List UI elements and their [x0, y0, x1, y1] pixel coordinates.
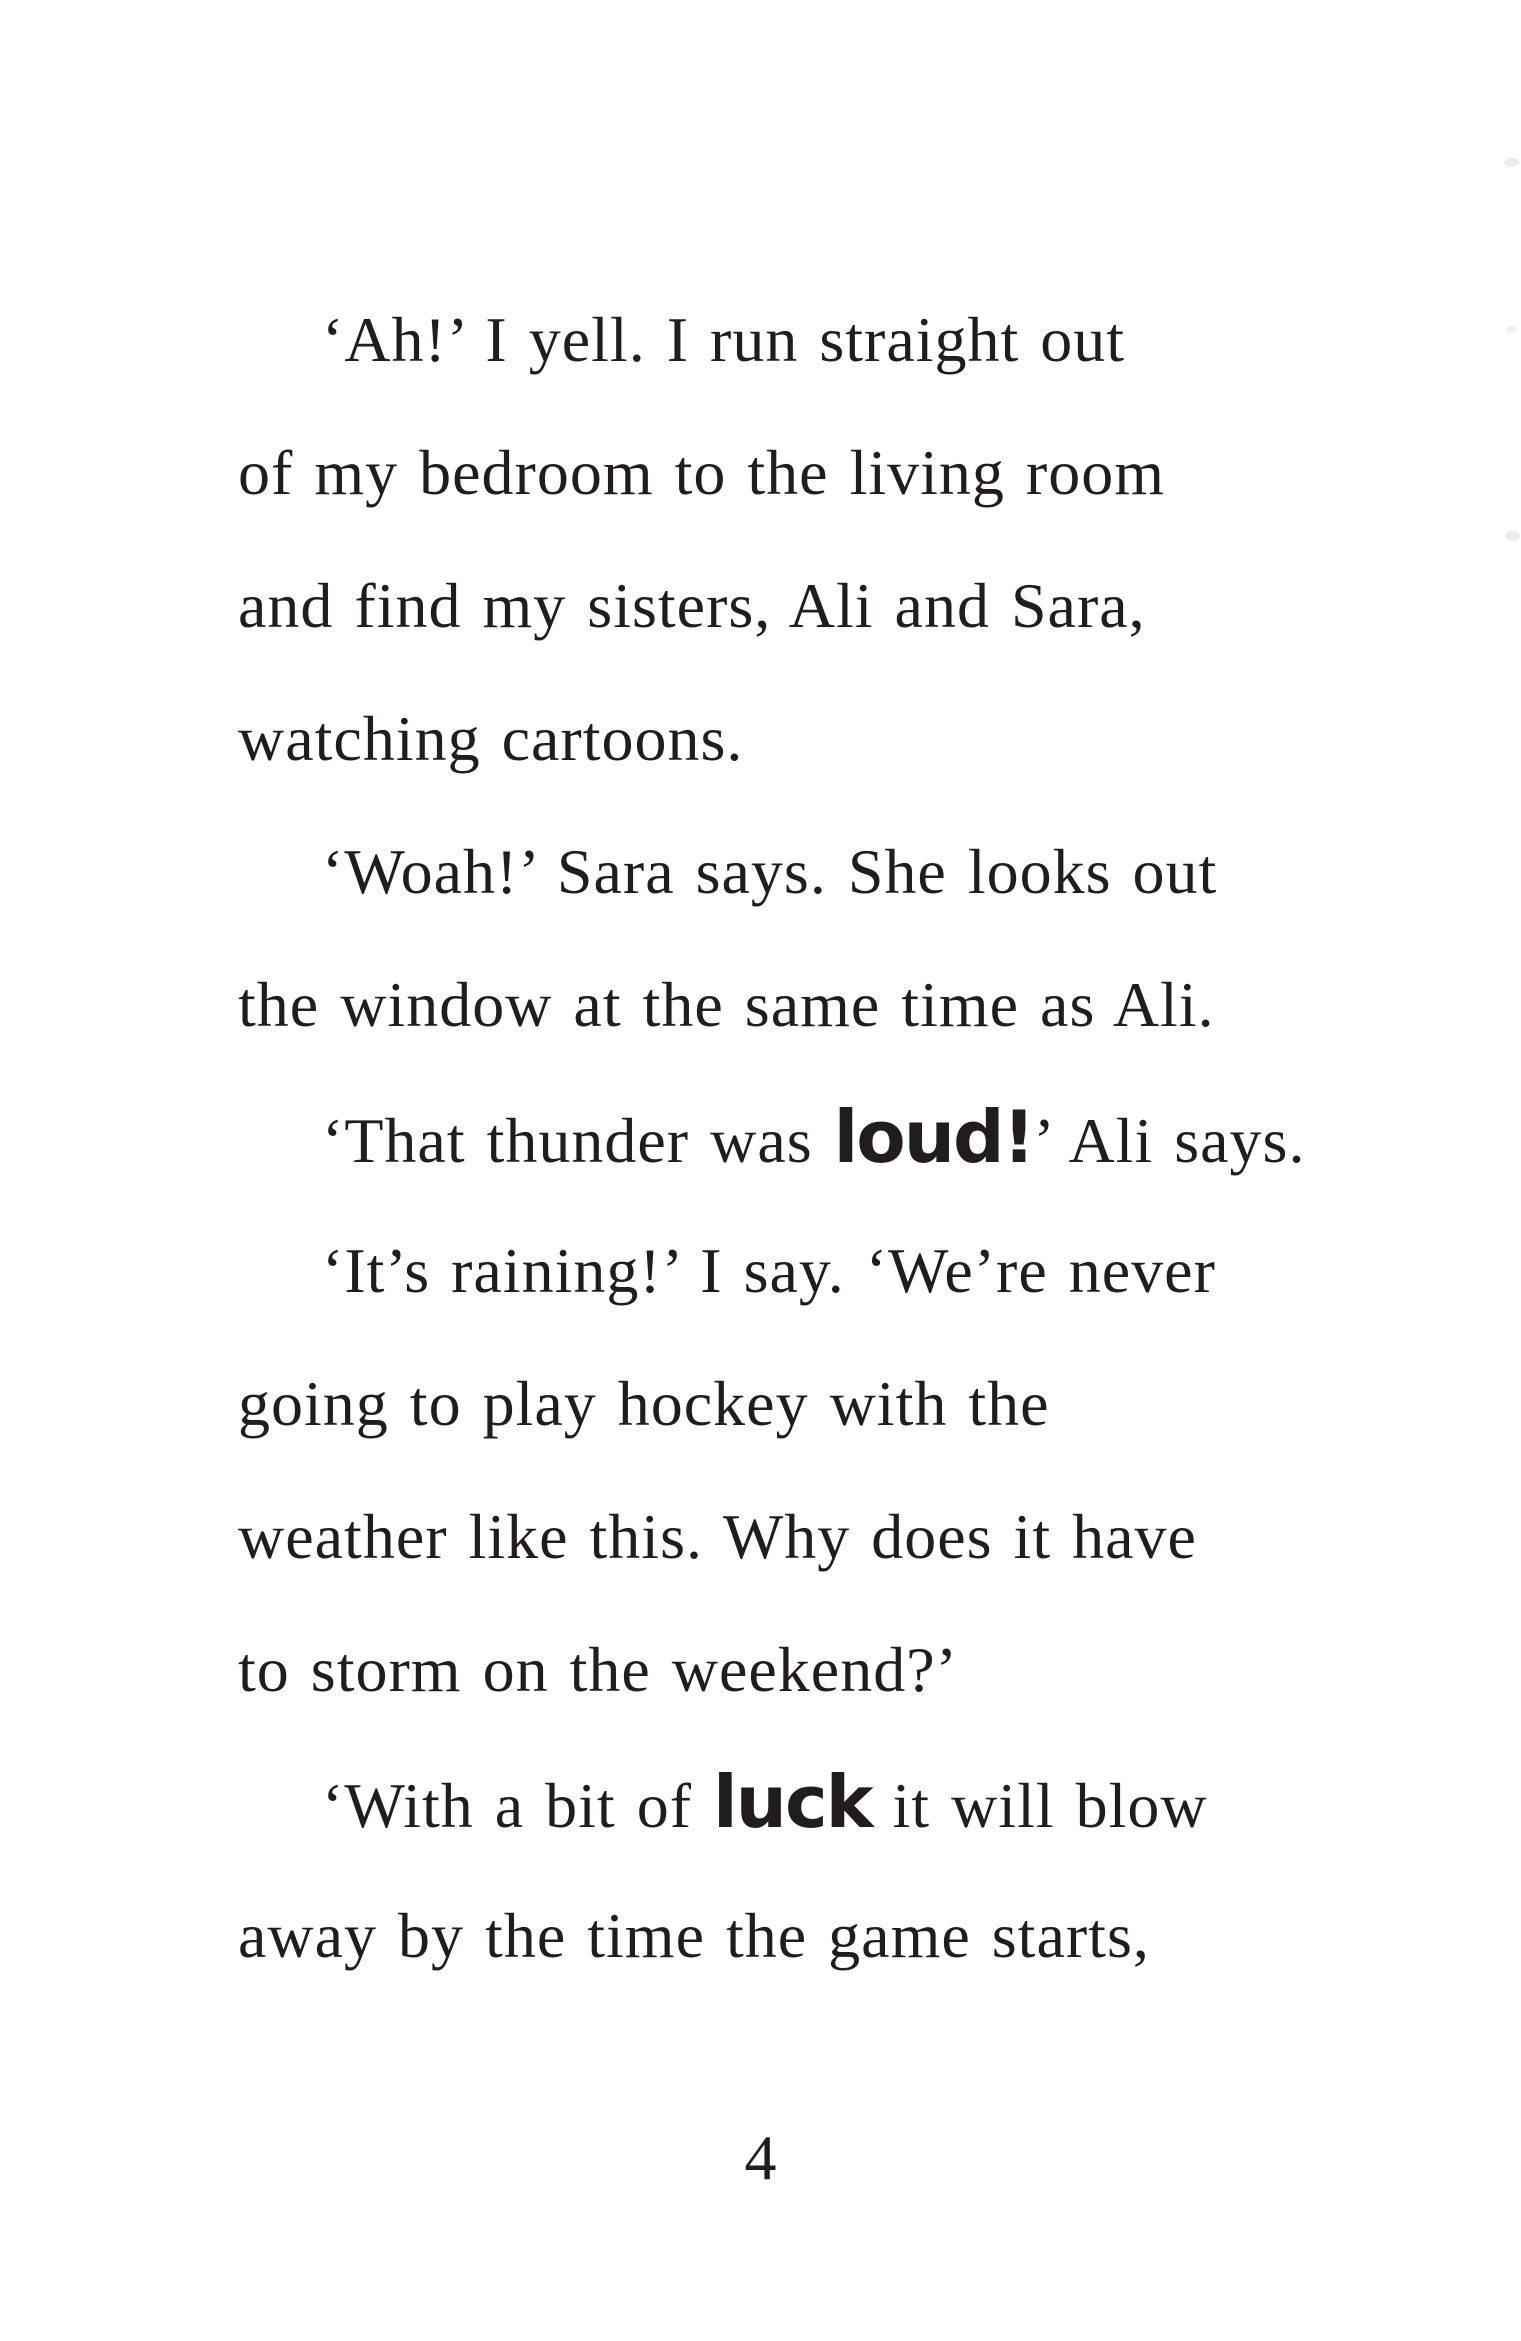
text-segment: of my bedroom to the living room: [238, 437, 1165, 508]
text-segment: away by the time the game starts,: [238, 1900, 1150, 1971]
text-segment: ‘With a bit of: [322, 1770, 713, 1841]
story-line: [238, 539, 1438, 672]
story-line: [238, 805, 1438, 938]
text-segment: and find my sisters, Ali and Sara,: [238, 570, 1146, 641]
story-line: [238, 273, 1438, 406]
story-text: [238, 273, 1438, 2002]
story-line: [238, 1071, 1438, 1204]
text-segment: the window at the same time as Ali.: [238, 969, 1215, 1040]
story-line: [238, 406, 1438, 539]
text-segment: watching cartoons.: [238, 703, 744, 774]
story-line: [238, 1204, 1438, 1337]
text-segment: to storm on the weekend?’: [238, 1634, 958, 1705]
scan-artifact: [1505, 530, 1521, 541]
story-line: [238, 1736, 1438, 1869]
story-line: [238, 1337, 1438, 1470]
story-line: [238, 1603, 1438, 1736]
text-segment: ‘That thunder was: [322, 1105, 834, 1176]
page-number: 4: [744, 2122, 777, 2193]
text-segment: it will blow: [871, 1770, 1208, 1841]
scan-artifact: [1506, 326, 1517, 333]
story-line: [238, 1869, 1438, 2002]
story-line: [238, 938, 1438, 1071]
scan-artifact: [1503, 157, 1519, 168]
text-segment: ‘Ah!’ I yell. I run straight out: [322, 304, 1126, 375]
text-segment: weather like this. Why does it have: [238, 1501, 1197, 1572]
emphasis-word: loud!: [833, 1095, 1034, 1179]
story-line: [238, 1470, 1438, 1603]
story-line: [238, 672, 1438, 805]
text-segment: ‘Woah!’ Sara says. She looks out: [322, 836, 1218, 907]
emphasis-word: luck: [713, 1760, 872, 1844]
text-segment: ‘It’s raining!’ I say. ‘We’re never: [322, 1235, 1216, 1306]
text-segment: going to play hockey with the: [238, 1368, 1050, 1439]
text-segment: ’ Ali says.: [1033, 1105, 1306, 1176]
